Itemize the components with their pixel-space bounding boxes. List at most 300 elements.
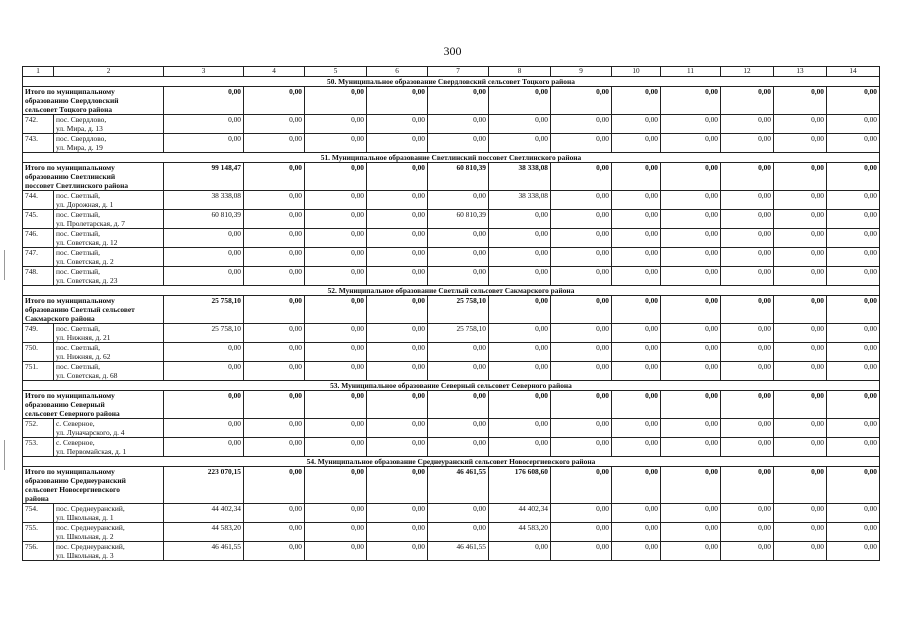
- value-cell: 0,00: [551, 438, 612, 457]
- value-cell: 25 758,10: [164, 324, 244, 343]
- total-label: [23, 467, 164, 504]
- value-cell: 0,00: [661, 362, 721, 381]
- address-line: ул. Первомайская, д. 1: [56, 447, 127, 456]
- value-cell: 0,00: [367, 191, 428, 210]
- page-number: 300: [443, 44, 462, 58]
- section-title: 54. Муниципальное образование Среднеуранский сельсовет Новосергиевского района: [23, 457, 880, 467]
- total-value-cell: 0,00: [367, 467, 428, 504]
- value-cell: 0,00: [551, 210, 612, 229]
- total-label: [23, 163, 164, 191]
- value-cell: 0,00: [774, 343, 827, 362]
- total-value-cell: 0,00: [367, 391, 428, 419]
- value-cell: 0,00: [244, 229, 305, 248]
- address-line: пос. Среднеуранский,: [56, 542, 125, 551]
- value-cell: 0,00: [774, 248, 827, 267]
- value-cell: 0,00: [164, 115, 244, 134]
- value-cell: 0,00: [305, 229, 367, 248]
- value-cell: 0,00: [721, 267, 774, 286]
- value-cell: 0,00: [244, 523, 305, 542]
- total-value-cell: 0,00: [164, 391, 244, 419]
- total-value-cell: 0,00: [164, 87, 244, 115]
- value-cell: 0,00: [305, 343, 367, 362]
- value-cell: 0,00: [612, 229, 661, 248]
- value-cell: 0,00: [489, 248, 551, 267]
- row-number: 746.: [23, 229, 54, 248]
- value-cell: 46 461,55: [428, 542, 489, 561]
- value-cell: 0,00: [827, 542, 880, 561]
- value-cell: 25 758,10: [428, 324, 489, 343]
- total-value-cell: 0,00: [661, 467, 721, 504]
- value-cell: 0,00: [367, 504, 428, 523]
- value-cell: 0,00: [367, 523, 428, 542]
- total-value-cell: 223 070,15: [164, 467, 244, 504]
- total-value-cell: 0,00: [489, 391, 551, 419]
- value-cell: 0,00: [774, 134, 827, 153]
- value-cell: 0,00: [551, 267, 612, 286]
- address-cell: [54, 419, 164, 438]
- value-cell: 0,00: [551, 248, 612, 267]
- total-row: [23, 467, 880, 504]
- value-cell: 0,00: [367, 115, 428, 134]
- total-value-cell: 0,00: [428, 87, 489, 115]
- value-cell: 44 402,34: [489, 504, 551, 523]
- total-label: [23, 296, 164, 324]
- value-cell: 0,00: [428, 191, 489, 210]
- value-cell: 0,00: [244, 438, 305, 457]
- total-value-cell: 0,00: [827, 296, 880, 324]
- address-line: пос. Светлый,: [56, 343, 100, 352]
- row-number: 745.: [23, 210, 54, 229]
- address-line: пос. Свердлово,: [56, 134, 107, 143]
- table-row: [23, 267, 880, 286]
- address-line: ул. Школьная, д. 3: [56, 551, 114, 560]
- value-cell: 0,00: [305, 504, 367, 523]
- value-cell: 0,00: [305, 115, 367, 134]
- section-title-row: [23, 153, 880, 163]
- value-cell: 0,00: [164, 134, 244, 153]
- value-cell: 0,00: [827, 267, 880, 286]
- column-number: 8: [489, 67, 551, 77]
- address-cell: [54, 542, 164, 561]
- value-cell: 0,00: [721, 115, 774, 134]
- value-cell: 0,00: [612, 267, 661, 286]
- row-number: 755.: [23, 523, 54, 542]
- total-value-cell: 0,00: [721, 467, 774, 504]
- total-row: [23, 87, 880, 115]
- value-cell: 0,00: [428, 134, 489, 153]
- total-label-line: сельсовет Новосергиевского: [25, 485, 120, 494]
- value-cell: 0,00: [721, 248, 774, 267]
- value-cell: 0,00: [428, 229, 489, 248]
- value-cell: 0,00: [661, 115, 721, 134]
- table-row: [23, 438, 880, 457]
- table-row: [23, 134, 880, 153]
- value-cell: 0,00: [367, 267, 428, 286]
- address-line: ул. Мира, д. 19: [56, 143, 103, 152]
- total-value-cell: 0,00: [774, 467, 827, 504]
- value-cell: 0,00: [551, 115, 612, 134]
- value-cell: 0,00: [721, 134, 774, 153]
- total-value-cell: 0,00: [827, 87, 880, 115]
- value-cell: 0,00: [551, 419, 612, 438]
- value-cell: 0,00: [612, 134, 661, 153]
- value-cell: 0,00: [367, 362, 428, 381]
- value-cell: 0,00: [661, 542, 721, 561]
- value-cell: 0,00: [774, 542, 827, 561]
- address-line: ул. Луначарского, д. 4: [56, 428, 125, 437]
- address-cell: [54, 134, 164, 153]
- value-cell: 0,00: [774, 191, 827, 210]
- value-cell: 0,00: [305, 134, 367, 153]
- value-cell: 0,00: [612, 362, 661, 381]
- address-cell: [54, 115, 164, 134]
- value-cell: 0,00: [428, 504, 489, 523]
- value-cell: 0,00: [489, 324, 551, 343]
- address-line: ул. Нижняя, д. 62: [56, 352, 111, 361]
- total-value-cell: 0,00: [367, 296, 428, 324]
- value-cell: 0,00: [721, 438, 774, 457]
- total-value-cell: 0,00: [551, 391, 612, 419]
- address-line: ул. Советская, д. 23: [56, 276, 118, 285]
- value-cell: 0,00: [612, 210, 661, 229]
- total-value-cell: 0,00: [612, 467, 661, 504]
- value-cell: 0,00: [774, 115, 827, 134]
- address-line: ул. Советская, д. 68: [56, 371, 118, 380]
- value-cell: 0,00: [612, 324, 661, 343]
- total-value-cell: 0,00: [774, 163, 827, 191]
- total-label-line: образованию Светлинский: [25, 172, 116, 181]
- value-cell: 0,00: [612, 191, 661, 210]
- value-cell: 0,00: [428, 438, 489, 457]
- total-label-line: Сакмарского района: [25, 314, 95, 323]
- section-title: 50. Муниципальное образование Свердловский сельсовет Тоцкого района: [23, 77, 880, 87]
- column-number: 10: [612, 67, 661, 77]
- address-line: ул. Мира, д. 13: [56, 124, 103, 133]
- total-value-cell: 60 810,39: [428, 163, 489, 191]
- address-line: пос. Светлый,: [56, 248, 100, 257]
- value-cell: 0,00: [551, 343, 612, 362]
- value-cell: 0,00: [305, 191, 367, 210]
- address-cell: [54, 324, 164, 343]
- value-cell: 0,00: [774, 210, 827, 229]
- value-cell: 0,00: [489, 210, 551, 229]
- value-cell: 0,00: [305, 542, 367, 561]
- total-value-cell: 0,00: [551, 163, 612, 191]
- address-line: ул. Школьная, д. 1: [56, 513, 114, 522]
- total-label-line: поссовет Светлинского района: [25, 181, 129, 190]
- row-number: 754.: [23, 504, 54, 523]
- total-row: [23, 296, 880, 324]
- value-cell: 0,00: [367, 343, 428, 362]
- total-value-cell: 0,00: [612, 296, 661, 324]
- address-line: пос. Светлый,: [56, 362, 100, 371]
- value-cell: 0,00: [721, 191, 774, 210]
- total-value-cell: 0,00: [774, 391, 827, 419]
- total-label-line: Итого по муниципальному: [25, 391, 115, 400]
- value-cell: 0,00: [661, 134, 721, 153]
- value-cell: 0,00: [244, 134, 305, 153]
- value-cell: 0,00: [367, 438, 428, 457]
- address-line: пос. Среднеуранский,: [56, 523, 125, 532]
- value-cell: 0,00: [428, 419, 489, 438]
- address-line: ул. Дорожная, д. 1: [56, 200, 114, 209]
- value-cell: 0,00: [244, 248, 305, 267]
- value-cell: 0,00: [721, 210, 774, 229]
- column-number: 9: [551, 67, 612, 77]
- total-label-line: Итого по муниципальному: [25, 296, 115, 305]
- value-cell: 0,00: [661, 248, 721, 267]
- row-number: 752.: [23, 419, 54, 438]
- address-line: пос. Светлый,: [56, 191, 100, 200]
- value-cell: 0,00: [489, 343, 551, 362]
- value-cell: 0,00: [244, 115, 305, 134]
- value-cell: 0,00: [827, 343, 880, 362]
- row-number: 744.: [23, 191, 54, 210]
- column-number: 7: [428, 67, 489, 77]
- value-cell: 0,00: [367, 229, 428, 248]
- value-cell: 0,00: [551, 542, 612, 561]
- value-cell: 0,00: [774, 419, 827, 438]
- value-cell: 0,00: [305, 324, 367, 343]
- total-value-cell: 0,00: [244, 163, 305, 191]
- value-cell: 0,00: [367, 324, 428, 343]
- total-value-cell: 0,00: [305, 163, 367, 191]
- value-cell: 0,00: [551, 229, 612, 248]
- address-cell: [54, 229, 164, 248]
- address-cell: [54, 210, 164, 229]
- value-cell: 0,00: [551, 324, 612, 343]
- section-title-row: [23, 381, 880, 391]
- address-line: ул. Пролетарская, д. 7: [56, 219, 125, 228]
- value-cell: 44 583,20: [164, 523, 244, 542]
- column-number: 2: [54, 67, 164, 77]
- section-title: 51. Муниципальное образование Светлинский поссовет Светлинского района: [23, 153, 880, 163]
- table-row: [23, 324, 880, 343]
- value-cell: 0,00: [774, 324, 827, 343]
- value-cell: 0,00: [305, 523, 367, 542]
- value-cell: 0,00: [244, 210, 305, 229]
- column-number: 14: [827, 67, 880, 77]
- value-cell: 0,00: [305, 267, 367, 286]
- margin-line: [4, 440, 5, 470]
- value-cell: 0,00: [551, 191, 612, 210]
- value-cell: 44 583,20: [489, 523, 551, 542]
- value-cell: 0,00: [827, 210, 880, 229]
- column-number-row: [23, 67, 880, 77]
- total-label-line: образованию Светлый сельсовет: [25, 305, 135, 314]
- value-cell: 0,00: [244, 343, 305, 362]
- value-cell: 0,00: [164, 267, 244, 286]
- total-value-cell: 0,00: [661, 391, 721, 419]
- total-value-cell: 0,00: [367, 87, 428, 115]
- value-cell: 0,00: [774, 438, 827, 457]
- value-cell: 0,00: [661, 267, 721, 286]
- table-row: [23, 504, 880, 523]
- table-row: [23, 523, 880, 542]
- value-cell: 0,00: [612, 419, 661, 438]
- table-row: [23, 362, 880, 381]
- value-cell: 0,00: [489, 419, 551, 438]
- value-cell: 0,00: [827, 504, 880, 523]
- value-cell: 0,00: [244, 267, 305, 286]
- address-line: с. Северное,: [56, 419, 95, 428]
- address-line: пос. Светлый,: [56, 324, 100, 333]
- value-cell: 0,00: [164, 438, 244, 457]
- value-cell: 0,00: [661, 229, 721, 248]
- value-cell: 0,00: [164, 419, 244, 438]
- value-cell: 0,00: [428, 248, 489, 267]
- address-cell: [54, 523, 164, 542]
- column-number: 4: [244, 67, 305, 77]
- value-cell: 0,00: [721, 504, 774, 523]
- value-cell: 0,00: [244, 191, 305, 210]
- section-title: 53. Муниципальное образование Северный сельсовет Северного района: [23, 381, 880, 391]
- address-cell: [54, 267, 164, 286]
- table-row: [23, 115, 880, 134]
- total-value-cell: 0,00: [661, 296, 721, 324]
- total-value-cell: 0,00: [244, 467, 305, 504]
- column-number: 12: [721, 67, 774, 77]
- total-value-cell: 0,00: [827, 467, 880, 504]
- row-number: 747.: [23, 248, 54, 267]
- total-label-line: сельсовет Тоцкого района: [25, 105, 113, 114]
- table-row: [23, 191, 880, 210]
- value-cell: 44 402,34: [164, 504, 244, 523]
- value-cell: 0,00: [164, 248, 244, 267]
- total-value-cell: 0,00: [721, 163, 774, 191]
- total-value-cell: 0,00: [721, 296, 774, 324]
- value-cell: 0,00: [428, 267, 489, 286]
- value-cell: 0,00: [551, 134, 612, 153]
- total-value-cell: 0,00: [244, 296, 305, 324]
- value-cell: 38 338,08: [489, 191, 551, 210]
- section-title-row: [23, 457, 880, 467]
- total-value-cell: 25 758,10: [164, 296, 244, 324]
- value-cell: 0,00: [244, 324, 305, 343]
- total-value-cell: 0,00: [827, 391, 880, 419]
- value-cell: 0,00: [827, 248, 880, 267]
- value-cell: 0,00: [661, 504, 721, 523]
- value-cell: 0,00: [244, 362, 305, 381]
- row-number: 756.: [23, 542, 54, 561]
- value-cell: 0,00: [489, 229, 551, 248]
- value-cell: 0,00: [661, 210, 721, 229]
- value-cell: 0,00: [827, 229, 880, 248]
- column-number: 13: [774, 67, 827, 77]
- total-value-cell: 46 461,55: [428, 467, 489, 504]
- total-value-cell: 0,00: [489, 87, 551, 115]
- address-cell: [54, 438, 164, 457]
- total-label-line: Итого по муниципальному: [25, 467, 115, 476]
- value-cell: 0,00: [721, 419, 774, 438]
- total-value-cell: 0,00: [827, 163, 880, 191]
- value-cell: 0,00: [721, 324, 774, 343]
- total-value-cell: 0,00: [551, 467, 612, 504]
- total-value-cell: 0,00: [774, 296, 827, 324]
- value-cell: 0,00: [244, 504, 305, 523]
- value-cell: 0,00: [428, 362, 489, 381]
- value-cell: 0,00: [721, 523, 774, 542]
- value-cell: 0,00: [827, 134, 880, 153]
- value-cell: 0,00: [661, 191, 721, 210]
- value-cell: 0,00: [827, 438, 880, 457]
- value-cell: 60 810,39: [428, 210, 489, 229]
- value-cell: 0,00: [244, 542, 305, 561]
- value-cell: 0,00: [367, 248, 428, 267]
- total-label-line: образованию Свердловский: [25, 96, 119, 105]
- total-value-cell: 38 338,08: [489, 163, 551, 191]
- total-value-cell: 25 758,10: [428, 296, 489, 324]
- value-cell: 0,00: [305, 438, 367, 457]
- total-value-cell: 0,00: [305, 296, 367, 324]
- value-cell: 0,00: [774, 504, 827, 523]
- value-cell: 0,00: [164, 343, 244, 362]
- value-cell: 0,00: [827, 362, 880, 381]
- value-cell: 0,00: [551, 523, 612, 542]
- value-cell: 0,00: [164, 229, 244, 248]
- address-cell: [54, 343, 164, 362]
- total-value-cell: 0,00: [244, 391, 305, 419]
- row-number: 748.: [23, 267, 54, 286]
- total-value-cell: 99 148,47: [164, 163, 244, 191]
- value-cell: 0,00: [827, 324, 880, 343]
- total-value-cell: 0,00: [661, 163, 721, 191]
- total-label-line: района: [25, 494, 49, 503]
- value-cell: 0,00: [721, 343, 774, 362]
- column-number: 3: [164, 67, 244, 77]
- total-value-cell: 176 608,60: [489, 467, 551, 504]
- row-number: 743.: [23, 134, 54, 153]
- total-value-cell: 0,00: [612, 87, 661, 115]
- total-row: [23, 163, 880, 191]
- value-cell: 0,00: [661, 419, 721, 438]
- total-value-cell: 0,00: [305, 87, 367, 115]
- total-label: [23, 391, 164, 419]
- address-line: пос. Свердлово,: [56, 115, 107, 124]
- address-line: ул. Советская, д. 2: [56, 257, 114, 266]
- table-row: [23, 229, 880, 248]
- address-line: пос. Светлый,: [56, 210, 100, 219]
- value-cell: 0,00: [661, 523, 721, 542]
- address-line: пос. Среднеуранский,: [56, 504, 125, 513]
- total-row: [23, 391, 880, 419]
- value-cell: 0,00: [428, 343, 489, 362]
- total-value-cell: 0,00: [551, 296, 612, 324]
- total-value-cell: 0,00: [612, 163, 661, 191]
- address-line: ул. Советская, д. 12: [56, 238, 118, 247]
- value-cell: 0,00: [367, 419, 428, 438]
- total-value-cell: 0,00: [428, 391, 489, 419]
- row-number: 753.: [23, 438, 54, 457]
- value-cell: 0,00: [612, 248, 661, 267]
- value-cell: 0,00: [612, 115, 661, 134]
- value-cell: 0,00: [774, 267, 827, 286]
- total-value-cell: 0,00: [661, 87, 721, 115]
- address-line: с. Северное,: [56, 438, 95, 447]
- value-cell: 0,00: [661, 324, 721, 343]
- address-cell: [54, 248, 164, 267]
- value-cell: 0,00: [164, 362, 244, 381]
- total-label-line: Итого по муниципальному: [25, 163, 115, 172]
- value-cell: 0,00: [367, 542, 428, 561]
- value-cell: 0,00: [612, 438, 661, 457]
- value-cell: 0,00: [489, 542, 551, 561]
- total-value-cell: 0,00: [551, 87, 612, 115]
- total-value-cell: 0,00: [305, 391, 367, 419]
- column-number: 1: [23, 67, 54, 77]
- total-value-cell: 0,00: [612, 391, 661, 419]
- value-cell: 0,00: [489, 115, 551, 134]
